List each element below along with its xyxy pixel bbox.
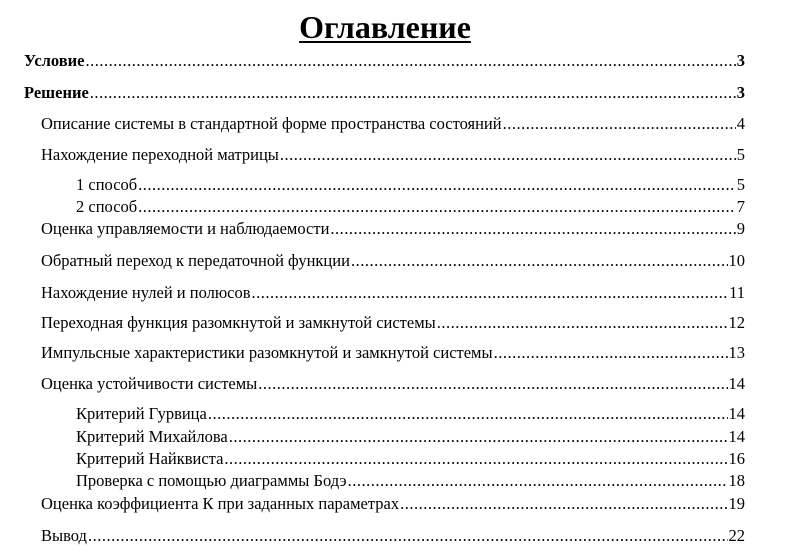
dot-leader bbox=[224, 449, 727, 469]
toc-entry-label: Критерий Найквиста bbox=[76, 449, 224, 468]
toc-page-number: 3 bbox=[736, 51, 745, 70]
toc-entry-transfer-function[interactable] bbox=[41, 251, 745, 271]
toc-entry-label: Проверка с помощью диаграммы Бодэ bbox=[76, 471, 347, 490]
toc-entry-label: Критерий Михайлова bbox=[76, 427, 228, 446]
toc-page-number: 9 bbox=[736, 219, 745, 238]
toc-entry-label: Нахождение нулей и полюсов bbox=[41, 283, 251, 302]
toc-entry-hurwitz[interactable] bbox=[76, 404, 745, 424]
toc-page-number: 14 bbox=[728, 374, 745, 393]
toc-page-number: 14 bbox=[728, 404, 745, 423]
dot-leader bbox=[437, 313, 728, 333]
toc-page-number: 22 bbox=[728, 526, 745, 545]
toc-entry-label: Вывод bbox=[41, 526, 87, 545]
dot-leader bbox=[503, 114, 736, 134]
toc-page-number: 13 bbox=[728, 343, 745, 362]
toc-entry-method-1[interactable] bbox=[76, 175, 745, 195]
dot-leader bbox=[88, 526, 728, 546]
toc-page-number: 4 bbox=[736, 114, 745, 133]
toc-entry-label: Описание системы в стандартной форме пространства состояний bbox=[41, 114, 502, 133]
toc-entry-label: Решение bbox=[24, 83, 89, 102]
toc-entry-label: Оценка коэффициента К при заданных параметрах bbox=[41, 494, 400, 513]
toc-entry-label: Оценка устойчивости системы bbox=[41, 374, 258, 393]
toc-entry-stability[interactable] bbox=[41, 374, 745, 394]
toc-entry-zeros-poles[interactable] bbox=[41, 283, 745, 303]
dot-leader bbox=[494, 343, 728, 363]
toc-page-number: 3 bbox=[736, 83, 745, 102]
toc-entry-transition-matrix[interactable] bbox=[41, 145, 745, 165]
toc-entry-label: Оценка управляемости и наблюдаемости bbox=[41, 219, 330, 238]
toc-entry-controllability[interactable] bbox=[41, 219, 745, 239]
dot-leader bbox=[138, 175, 736, 195]
toc-page-number: 19 bbox=[728, 494, 745, 513]
dot-leader bbox=[280, 145, 736, 165]
toc-entry-state-space[interactable] bbox=[41, 114, 745, 134]
dot-leader bbox=[208, 404, 728, 424]
toc-entry-impulse-response[interactable] bbox=[41, 343, 745, 363]
dot-leader bbox=[252, 283, 729, 303]
toc-entry-label: Критерий Гурвица bbox=[76, 404, 207, 423]
toc-title: Оглавление bbox=[299, 9, 471, 45]
dot-leader bbox=[330, 219, 735, 239]
toc-entry-bode[interactable] bbox=[76, 471, 745, 491]
toc-page-number: 18 bbox=[728, 471, 745, 490]
dot-leader bbox=[351, 251, 728, 271]
dot-leader bbox=[400, 494, 727, 514]
toc-entry-method-2[interactable] bbox=[76, 197, 745, 217]
toc-entry-condition[interactable] bbox=[24, 51, 745, 71]
toc-page-number: 10 bbox=[728, 251, 745, 270]
dot-leader bbox=[86, 51, 736, 71]
toc-entry-label: Импульсные характеристики разомкнутой и замкнутой системы bbox=[41, 343, 493, 362]
toc-entry-coefficient-k[interactable] bbox=[41, 494, 745, 514]
toc-entry-solution[interactable] bbox=[24, 83, 745, 103]
toc-page-number: 12 bbox=[728, 313, 745, 332]
toc-page-number: 16 bbox=[728, 449, 745, 468]
toc-entry-label: Переходная функция разомкнутой и замкнутой системы bbox=[41, 313, 436, 332]
dot-leader bbox=[229, 427, 728, 447]
dot-leader bbox=[348, 471, 728, 491]
dot-leader bbox=[138, 197, 736, 217]
toc-page-number: 11 bbox=[729, 283, 745, 302]
toc-entry-label: Условие bbox=[24, 51, 85, 70]
toc-entry-conclusion[interactable] bbox=[41, 526, 745, 546]
toc-page-number: 7 bbox=[736, 197, 745, 216]
toc-entry-label: 1 способ bbox=[76, 175, 138, 194]
toc-page-number: 14 bbox=[728, 427, 745, 446]
toc-entry-label: Нахождение переходной матрицы bbox=[41, 145, 279, 164]
toc-entry-mikhailov[interactable] bbox=[76, 427, 745, 447]
dot-leader bbox=[90, 83, 736, 103]
toc-entry-label: 2 способ bbox=[76, 197, 138, 216]
dot-leader bbox=[258, 374, 727, 394]
toc-entry-step-response[interactable] bbox=[41, 313, 745, 333]
toc-page-number: 5 bbox=[736, 175, 745, 194]
toc-entry-nyquist[interactable] bbox=[76, 449, 745, 469]
toc-page-number: 5 bbox=[736, 145, 745, 164]
toc-entry-label: Обратный переход к передаточной функции bbox=[41, 251, 350, 270]
